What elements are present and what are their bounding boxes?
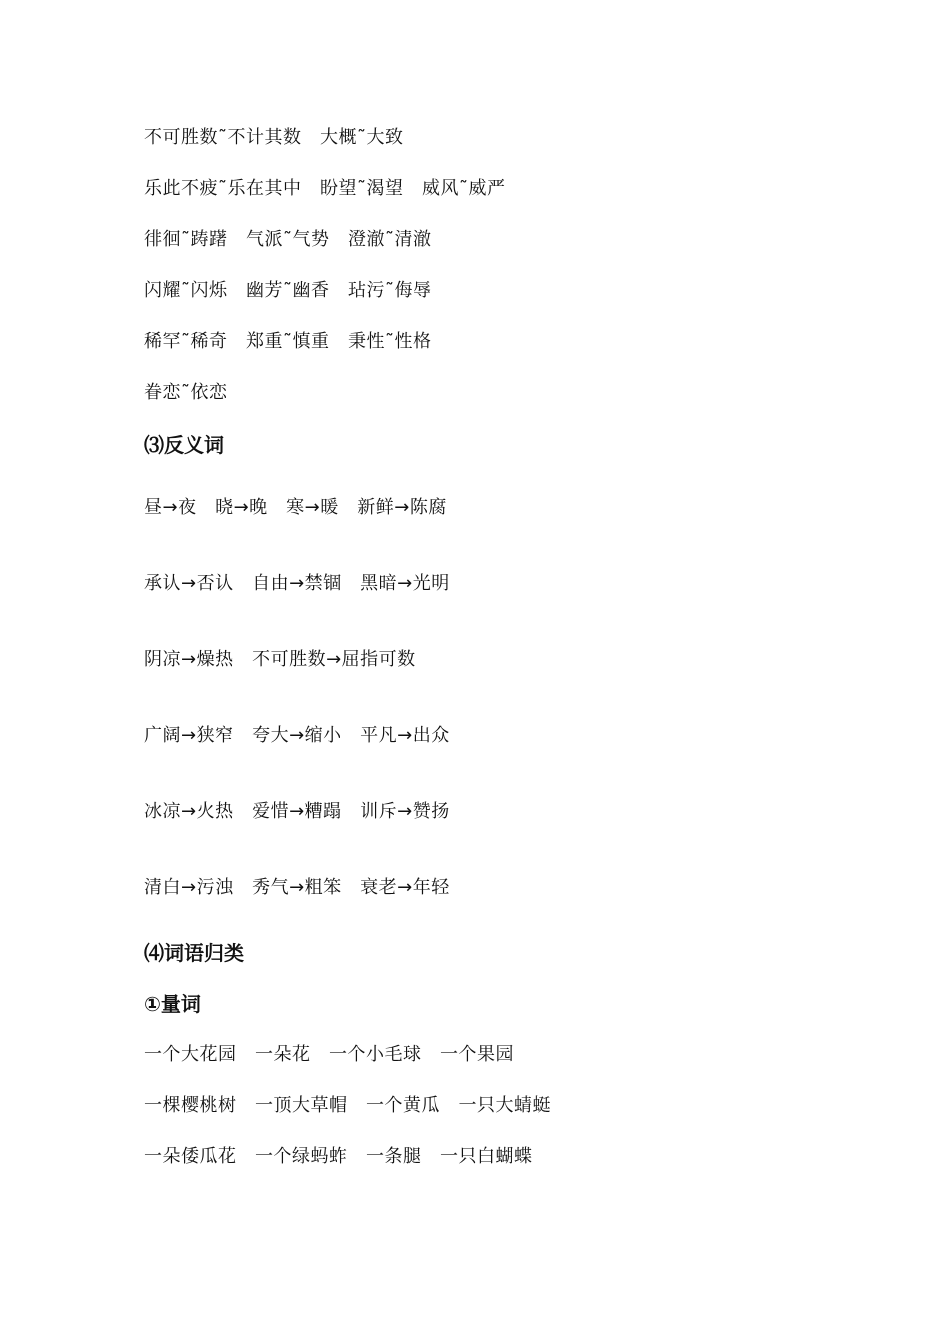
antonym-line-4: 广阔→狭窄 夸大→缩小 平凡→出众 [144, 725, 450, 746]
classification-heading: ⑷词语归类 [144, 941, 244, 965]
measure-words-subheading: ①量词 [144, 992, 201, 1016]
synonym-line-5: 稀罕˜稀奇 郑重˜慎重 秉性˜性格 [144, 331, 432, 352]
synonym-line-3: 徘徊˜踌躇 气派˜气势 澄澈˜清澈 [144, 229, 432, 250]
antonym-line-2: 承认→否认 自由→禁锢 黑暗→光明 [144, 573, 450, 594]
synonym-line-4: 闪耀˜闪烁 幽芳˜幽香 玷污˜侮辱 [144, 280, 432, 301]
measure-word-line-2: 一棵樱桃树 一顶大草帽 一个黄瓜 一只大蜻蜓 [144, 1095, 551, 1116]
synonym-line-6: 眷恋˜依恋 [144, 382, 228, 403]
antonym-line-1: 昼→夜 晓→晚 寒→暖 新鲜→陈腐 [144, 497, 447, 518]
synonym-line-1: 不可胜数˜不计其数 大概˜大致 [144, 127, 404, 148]
measure-word-line-3: 一朵倭瓜花 一个绿蚂蚱 一条腿 一只白蝴蝶 [144, 1146, 533, 1167]
antonym-line-3: 阴凉→燥热 不可胜数→屈指可数 [144, 649, 416, 670]
synonym-line-2: 乐此不疲˜乐在其中 盼望˜渴望 威风˜威严 [144, 178, 506, 199]
antonym-line-5: 冰凉→火热 爱惜→糟蹋 训斥→赞扬 [144, 801, 450, 822]
measure-word-line-1: 一个大花园 一朵花 一个小毛球 一个果园 [144, 1044, 514, 1065]
antonym-line-6: 清白→污浊 秀气→粗笨 衰老→年轻 [144, 877, 450, 898]
antonyms-heading: ⑶反义词 [144, 433, 224, 457]
